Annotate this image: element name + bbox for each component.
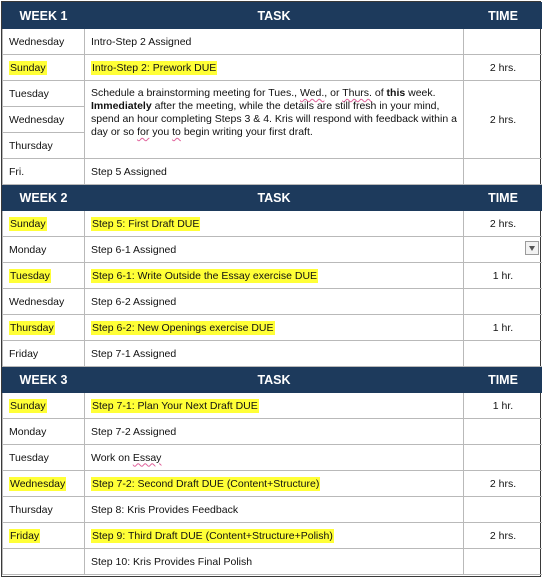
day-text: Wednesday: [9, 295, 65, 308]
time-cell[interactable]: [464, 419, 542, 445]
table-row: [3, 159, 542, 185]
task-cell[interactable]: [85, 289, 464, 315]
table-row: [3, 55, 542, 81]
time-text: 2 hrs.: [489, 113, 517, 126]
task-text: Intro-Step 2: Prework DUE: [92, 61, 217, 74]
week-1-label[interactable]: WEEK 1: [3, 3, 85, 29]
time-text: 1 hr.: [492, 269, 514, 282]
week-2-header-row: [3, 185, 542, 211]
task-text: Intro-Step 2 Assigned: [91, 35, 192, 48]
task-text: Work on Essay: [91, 451, 162, 464]
time-cell[interactable]: [464, 549, 542, 575]
task-cell[interactable]: [85, 159, 464, 185]
time-cell[interactable]: [464, 445, 542, 471]
time-cell[interactable]: [464, 341, 542, 367]
day-text: Friday: [9, 347, 39, 360]
day-text: Monday: [9, 425, 47, 438]
time-cell[interactable]: [464, 81, 542, 159]
day-text: Fri.: [9, 165, 25, 178]
table-row: [3, 263, 542, 289]
task-cell[interactable]: [85, 237, 464, 263]
day-text: Sunday: [10, 217, 46, 230]
day-text: Wednesday: [9, 35, 65, 48]
task-text: Step 7-2 Assigned: [91, 425, 177, 438]
task-cell[interactable]: [85, 315, 464, 341]
task-cell[interactable]: [85, 471, 464, 497]
day-cell[interactable]: [3, 341, 85, 367]
time-text: 1 hr.: [492, 399, 514, 412]
day-cell[interactable]: [3, 237, 85, 263]
day-cell[interactable]: [3, 497, 85, 523]
task-cell[interactable]: [85, 341, 464, 367]
time-cell[interactable]: [464, 523, 542, 549]
table-row: [3, 211, 542, 237]
time-text: 2 hrs.: [489, 529, 517, 542]
table-row: [3, 497, 542, 523]
task-text: Step 6-2: New Openings exercise DUE: [92, 321, 274, 334]
table-row: [3, 237, 542, 263]
time-text: 2 hrs.: [489, 61, 517, 74]
day-text: Tuesday: [10, 269, 50, 282]
day-cell[interactable]: [3, 81, 85, 107]
task-cell[interactable]: [85, 549, 464, 575]
task-cell[interactable]: [85, 445, 464, 471]
task-cell[interactable]: [85, 419, 464, 445]
dropdown-arrow-icon[interactable]: [525, 241, 539, 255]
task-cell[interactable]: [85, 211, 464, 237]
day-cell[interactable]: [3, 471, 85, 497]
brainstorm-instructions-text: Schedule a brainstorming meeting for Tues., Wed., or Thurs. of this week. Immediately after the meeting, while the details are still fresh in your mind, spend an hour completing Steps 3 & 4. Kris will respond with feedback within a day or so for you to begin writing your first draft.: [91, 87, 457, 138]
day-text: Friday: [10, 529, 40, 542]
table-row: [3, 549, 542, 575]
task-text: Step 5 Assigned: [91, 165, 167, 178]
table-row: [3, 471, 542, 497]
time-cell[interactable]: [464, 471, 542, 497]
task-cell[interactable]: [85, 55, 464, 81]
task-text: Step 8: Kris Provides Feedback: [91, 503, 239, 516]
table-row: [3, 445, 542, 471]
time-cell[interactable]: [464, 159, 542, 185]
time-cell[interactable]: [464, 263, 542, 289]
day-cell[interactable]: [3, 107, 85, 133]
task-cell[interactable]: [85, 29, 464, 55]
day-cell[interactable]: [3, 315, 85, 341]
time-header[interactable]: TIME: [464, 185, 542, 211]
day-text: Tuesday: [9, 87, 49, 100]
time-cell[interactable]: [464, 393, 542, 419]
day-text: Sunday: [10, 61, 46, 74]
task-header[interactable]: TASK: [85, 367, 464, 393]
time-cell[interactable]: [464, 55, 542, 81]
task-cell[interactable]: [85, 263, 464, 289]
week-2-label[interactable]: WEEK 2: [3, 185, 85, 211]
time-cell[interactable]: [464, 237, 542, 263]
table-row: [3, 81, 542, 107]
task-text: Step 7-1 Assigned: [91, 347, 177, 360]
day-cell[interactable]: [3, 523, 85, 549]
week-1-header-row: [3, 3, 542, 29]
task-cell[interactable]: [85, 393, 464, 419]
task-text: Step 7-2: Second Draft DUE (Content+Structure): [92, 477, 320, 490]
day-cell[interactable]: [3, 29, 85, 55]
day-cell[interactable]: [3, 211, 85, 237]
day-cell[interactable]: [3, 419, 85, 445]
table-row: [3, 419, 542, 445]
brainstorm-instructions-cell[interactable]: [85, 81, 464, 159]
day-text: Sunday: [10, 399, 46, 412]
day-text: Wednesday: [9, 113, 65, 126]
task-text: Step 6-1: Write Outside the Essay exercise DUE: [92, 269, 318, 282]
table-row: [3, 315, 542, 341]
day-text: Thursday: [9, 503, 53, 516]
day-text: Thursday: [10, 321, 54, 334]
task-text: Step 6-2 Assigned: [91, 295, 177, 308]
schedule-table: [2, 2, 542, 575]
time-text: 2 hrs.: [489, 477, 517, 490]
task-text: Step 5: First Draft DUE: [92, 217, 200, 230]
table-row: [3, 289, 542, 315]
time-text: 2 hrs.: [489, 217, 517, 230]
day-text: Thursday: [9, 139, 53, 152]
day-cell[interactable]: [3, 289, 85, 315]
day-cell[interactable]: [3, 393, 85, 419]
time-cell[interactable]: [464, 289, 542, 315]
task-text: Step 9: Third Draft DUE (Content+Structure+Polish): [92, 529, 333, 542]
time-header[interactable]: TIME: [464, 3, 542, 29]
day-cell[interactable]: [3, 159, 85, 185]
task-text: Step 10: Kris Provides Final Polish: [91, 555, 253, 568]
day-cell[interactable]: [3, 263, 85, 289]
time-text: 1 hr.: [492, 321, 514, 334]
time-cell[interactable]: [464, 211, 542, 237]
task-text: Step 6-1 Assigned: [91, 243, 177, 256]
week-3-header-row: [3, 367, 542, 393]
schedule-sheet: [1, 1, 541, 577]
time-cell[interactable]: [464, 315, 542, 341]
time-header[interactable]: TIME: [464, 367, 542, 393]
table-row: [3, 341, 542, 367]
day-text: Monday: [9, 243, 47, 256]
day-cell[interactable]: [3, 133, 85, 159]
table-row: [3, 393, 542, 419]
day-cell[interactable]: [3, 55, 85, 81]
task-header[interactable]: TASK: [85, 3, 464, 29]
task-text: Step 7-1: Plan Your Next Draft DUE: [92, 399, 258, 412]
day-text: Tuesday: [9, 451, 49, 464]
table-row: [3, 523, 542, 549]
task-cell[interactable]: [85, 523, 464, 549]
task-header[interactable]: TASK: [85, 185, 464, 211]
time-cell[interactable]: [464, 497, 542, 523]
day-cell[interactable]: [3, 549, 85, 575]
week-3-label[interactable]: WEEK 3: [3, 367, 85, 393]
day-cell[interactable]: [3, 445, 85, 471]
time-cell[interactable]: [464, 29, 542, 55]
task-cell[interactable]: [85, 497, 464, 523]
day-text: Wednesday: [10, 477, 66, 490]
table-row: [3, 29, 542, 55]
